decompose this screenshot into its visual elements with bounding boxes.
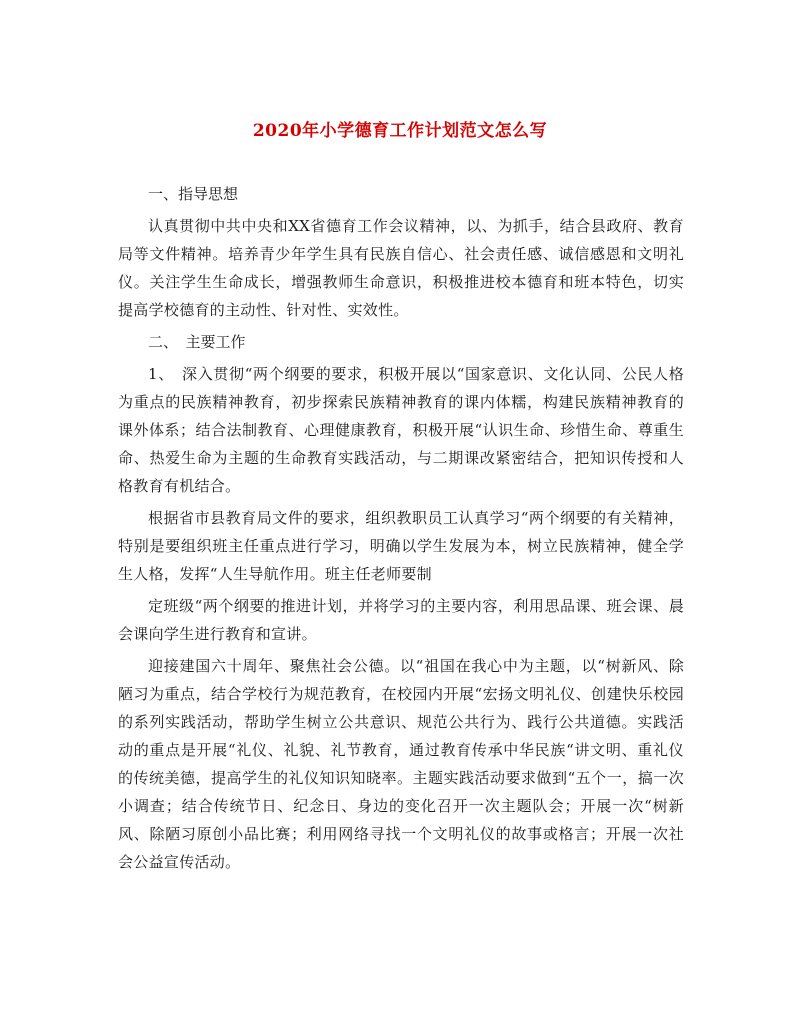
document-body xyxy=(118,180,684,880)
paragraph: 1、 深入贯彻“两个纲要的要求，积极开展以“国家意识、文化认同、公民人格为重点的民族精神教育，初步探索民族精神教育的课内体糯，构建民族精神教育的课外体系；结合法制教育、心理健康教育，积极开展“认识生命、珍惜生命、尊重生命、热爱生命为主题的生命教育实践活动，与二期课改紧密结合，把知识传授和人格教育有机结合。 xyxy=(118,365,684,495)
paragraph: 迎接建国六十周年、聚焦社会公德。以“祖国在我心中为主题，以“树新风、除陋习为重点，结合学校行为规范教育，在校园内开展“宏扬文明礼仪、创建快乐校园的系列实践活动，帮助学生树立公共意识、规范公共行为、践行公共道德。实践活动的重点是开展“礼仪、礼貌、礼节教育，通过教育传承中华民族“讲文明、重礼仪的传统美德，提高学生的礼仪知识知晓率。主题实践活动要求做到“五个一，搞一次小调查；结合传统节日、纪念日、身边的变化召开一次主题队会；开展一次“树新风、除陋习原创小品比赛；利用网络寻找一个文明礼仪的故事或格言；开展一次社会公益宣传活动。 xyxy=(118,657,684,871)
section-heading: 一、指导思想 xyxy=(148,185,239,203)
paragraph: 根据省市县教育局文件的要求，组织教职员工认真学习“两个纲要的有关精神，特别是要组织班主任重点进行学习，明确以学生发展为本，树立民族精神，健全学生人格，发挥“人生导航作用。班主任老师要制 xyxy=(118,509,684,583)
paragraph: 定班级“两个纲要的推进计划，并将学习的主要内容，利用思品课、班会课、晨会课向学生进行教育和宣讲。 xyxy=(118,597,684,643)
paragraph: 认真贯彻中共中央和XX省德育工作会议精神，以、为抓手，结合县政府、教育局等文件精神。培养青少年学生具有民族自信心、社会责任感、诚信感恩和文明礼仪。关注学生生命成长，增强教师生命意识，积极推进校本德育和班本特色，切实提高学校德育的主动性、针对性、实效性。 xyxy=(118,217,684,319)
document-title: 2020年小学德育工作计划范文怎么写 xyxy=(252,121,548,141)
section-heading: 二、 主要工作 xyxy=(148,333,246,351)
